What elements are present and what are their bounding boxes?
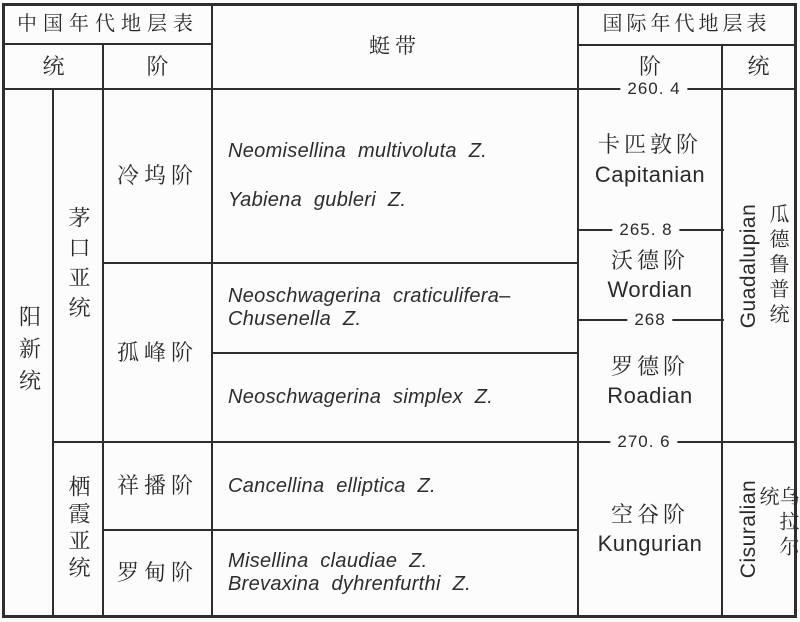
zone-line: Chusenella Z. (228, 308, 362, 330)
chinese-chart-header-label: 中国年代地层表 (17, 12, 199, 35)
intl-stage-wordian-zh: 沃德阶 (610, 247, 689, 273)
intl-stage-roadian (579, 321, 721, 441)
intl-stage-capitanian (579, 90, 721, 229)
intl-stage-kungurian-zh: 空谷阶 (610, 501, 689, 527)
series-yangxin (5, 90, 52, 615)
intl-stage-capitanian-en: Capitanian (594, 161, 706, 187)
fusulinid-zone-header-label: 蜓带 (369, 34, 421, 59)
international-chart-header-label: 国际年代地层表 (602, 13, 771, 35)
zone-line: Misellina claudiae Z. (228, 550, 428, 572)
stage-luodian (104, 531, 211, 615)
intl-stage-capitanian-zh: 卡匹敦阶 (597, 132, 702, 158)
boundary-age-value: 260. 4 (627, 79, 681, 98)
stage-gufeng (104, 264, 211, 441)
series-yangxin-label: 阳新统 (16, 304, 42, 401)
zone-misellina-brevaxina (213, 531, 592, 615)
intl-series-cisuralian-en: Cisuralian (737, 479, 760, 579)
stage-luodian-label: 罗甸阶 (116, 560, 198, 586)
table-bottom-border (2, 615, 797, 618)
intl-series-guadalupian (723, 90, 794, 441)
stage-xiangbo-label: 祥播阶 (116, 473, 198, 499)
stage-xiangbo (104, 443, 211, 529)
intl-stage-wordian-en: Wordian (607, 277, 693, 302)
boundary-age-270-6 (610, 432, 677, 452)
intl-stage-roadian-en: Roadian (607, 383, 693, 408)
boundary-age-value: 265. 8 (619, 220, 673, 239)
intl-stage-kungurian-en: Kungurian (597, 531, 703, 556)
fusulinid-zone-header (213, 5, 577, 88)
boundary-age-268 (627, 310, 672, 330)
intl-series-column-label: 统 (747, 54, 770, 80)
intl-series-guadalupian-en: Guadalupian (737, 203, 760, 328)
zone-line: Cancellina elliptica Z. (228, 474, 436, 497)
cn-stage-column-label: 阶 (146, 53, 169, 79)
zone-neoschwagerina-simplex (213, 354, 592, 441)
intl-stage-roadian-zh: 罗德阶 (610, 353, 689, 379)
stage-gufeng-label: 孤峰阶 (116, 339, 198, 365)
boundary-age-265-8 (612, 220, 679, 240)
zone-line: Neomisellina multivoluta Z. (228, 140, 488, 162)
cn-stage-column-header (104, 45, 211, 88)
cn-series-column-header (5, 45, 102, 88)
subseries-qixia (54, 443, 102, 615)
intl-series-cisuralian (723, 443, 798, 615)
zone-line: Neoschwagerina craticulifera– (228, 285, 511, 307)
subseries-qixia-label: 栖霞亚统 (66, 475, 91, 583)
intl-series-cisuralian-zh: 乌拉尔统 (756, 486, 798, 561)
boundary-age-value: 268 (634, 310, 666, 329)
international-chart-header (579, 5, 794, 44)
intl-series-column-header (723, 46, 794, 88)
intl-stage-wordian (579, 231, 721, 319)
subseries-maokou-label: 茅口亚统 (66, 205, 91, 326)
stage-lengwu-label: 冷坞阶 (116, 163, 198, 189)
zone-cancellina-elliptica (213, 443, 592, 529)
zone-line: Neoschwagerina simplex Z. (228, 386, 494, 408)
zone-neomisellina-yabiena (213, 90, 592, 262)
intl-series-guadalupian-zh: 瓜德鲁普统 (766, 203, 788, 328)
zone-line: Brevaxina dyhrenfurthi Z. (228, 573, 471, 595)
intl-stage-column-label: 阶 (638, 54, 661, 80)
zone-neoschwagerina-craticulifera (213, 264, 592, 352)
cn-series-column-label: 统 (42, 53, 65, 79)
intl-stage-kungurian (579, 443, 721, 615)
subseries-maokou (54, 90, 102, 441)
stage-lengwu (104, 90, 211, 262)
boundary-age-value: 270. 6 (617, 432, 671, 451)
chinese-chart-header (5, 5, 211, 43)
zone-line: Yabiena gubleri Z. (228, 189, 407, 211)
boundary-age-260-4 (620, 79, 687, 99)
